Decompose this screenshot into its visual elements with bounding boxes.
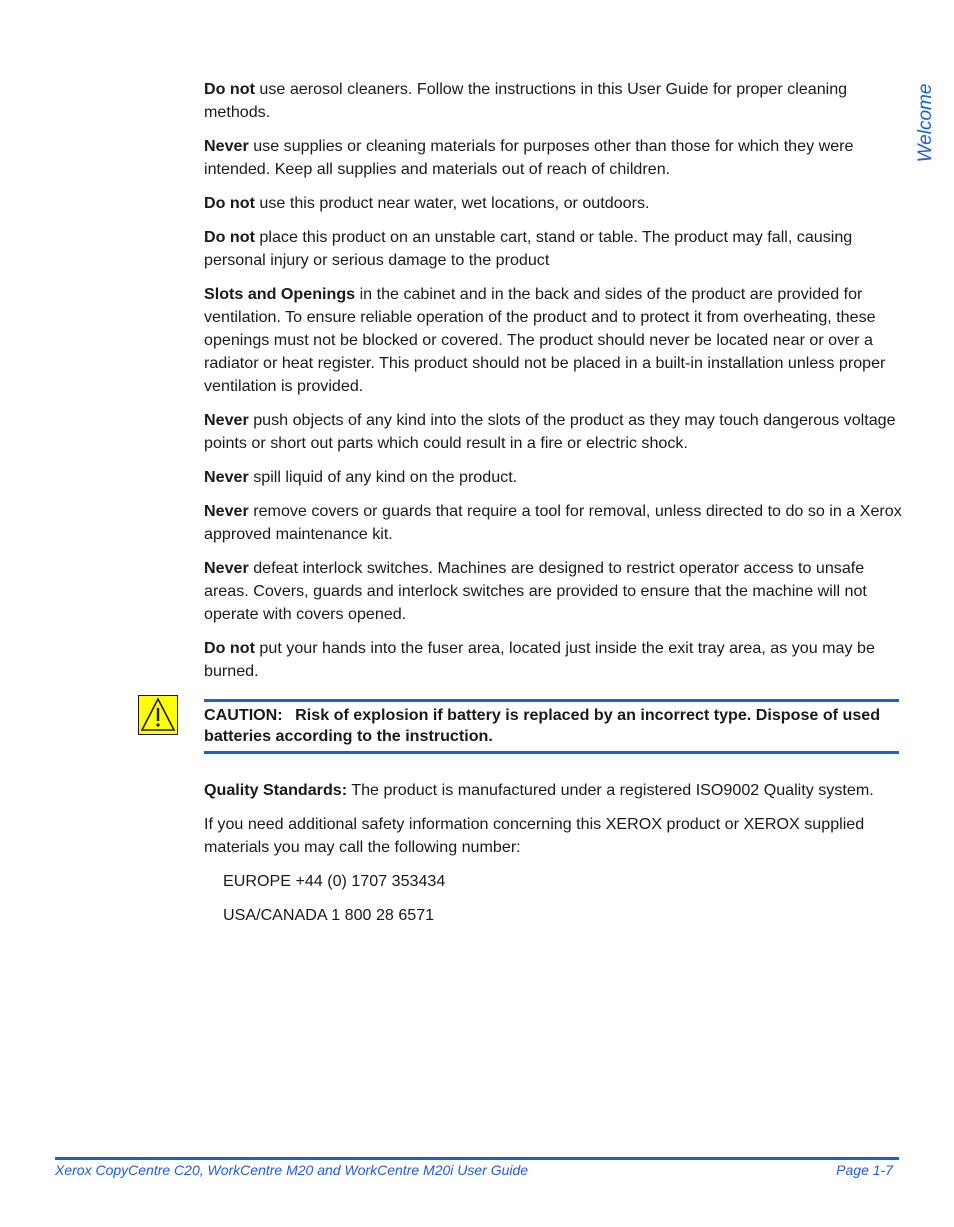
paragraph-spill-liquid: Never spill liquid of any kind on the product. [204, 468, 518, 486]
caution-text: Risk of explosion if battery is replaced by an incorrect type. Dispose of used batteries according to the instruction. [204, 706, 881, 745]
paragraph-unstable-cart: Do not place this product on an unstable cart, stand or table. The product may fall, causing personal injury or serious damage to the product [204, 228, 853, 269]
paragraph-aerosol: Do not use aerosol cleaners. Follow the instructions in this User Guide for proper cleaning methods. [204, 80, 848, 121]
footer-divider [55, 1157, 899, 1160]
paragraph-slots-openings: Slots and Openings in the cabinet and in the back and sides of the product are provided for ventilation. To ensure reliable operation of the product and to protect it from overheating, these openings must not be blocked or covered. The product should never be located near or over a radiator or heat register. This product should not be placed in a built-in installation unless proper ventilation is provided. [204, 285, 886, 395]
warning-triangle-icon [138, 695, 178, 735]
paragraph-push-objects: Never push objects of any kind into the slots of the product as they may touch dangerous voltage points or short out parts which could result in a fire or electric shock. [204, 411, 896, 452]
side-tab-label: Welcome [915, 83, 936, 163]
footer-page-number: Page 1-7 [836, 1162, 893, 1178]
paragraph-interlock: Never defeat interlock switches. Machines are designed to restrict operator access to unsafe areas. Covers, guards and interlock switches are provided to ensure that the machine will not operate with covers opened. [204, 559, 867, 623]
additional-info [204, 779, 902, 938]
phone-usa-canada: USA/CANADA 1 800 28 6571 [223, 906, 435, 924]
quality-standards: Quality Standards: The product is manufactured under a registered ISO9002 Quality system. [204, 781, 874, 799]
phone-europe: EUROPE +44 (0) 1707 353434 [223, 872, 446, 890]
safety-instructions [204, 78, 902, 694]
footer-title: Xerox CopyCentre C20, WorkCentre M20 and WorkCentre M20i User Guide [55, 1162, 529, 1178]
paragraph-supplies: Never use supplies or cleaning materials for purposes other than those for which they were intended. Keep all supplies and materials out of reach of children. [204, 137, 854, 178]
paragraph-water: Do not use this product near water, wet locations, or outdoors. [204, 194, 650, 212]
paragraph-covers: Never remove covers or guards that require a tool for removal, unless directed to do so in a Xerox approved maintenance kit. [204, 502, 902, 543]
side-tab [914, 82, 938, 164]
caution-label: CAUTION: [204, 706, 283, 724]
caution-box [204, 699, 899, 754]
contact-intro: If you need additional safety information concerning this XEROX product or XEROX supplied materials you may call the following number: [204, 815, 865, 856]
paragraph-fuser: Do not put your hands into the fuser area, located just inside the exit tray area, as you may be burned. [204, 639, 875, 680]
